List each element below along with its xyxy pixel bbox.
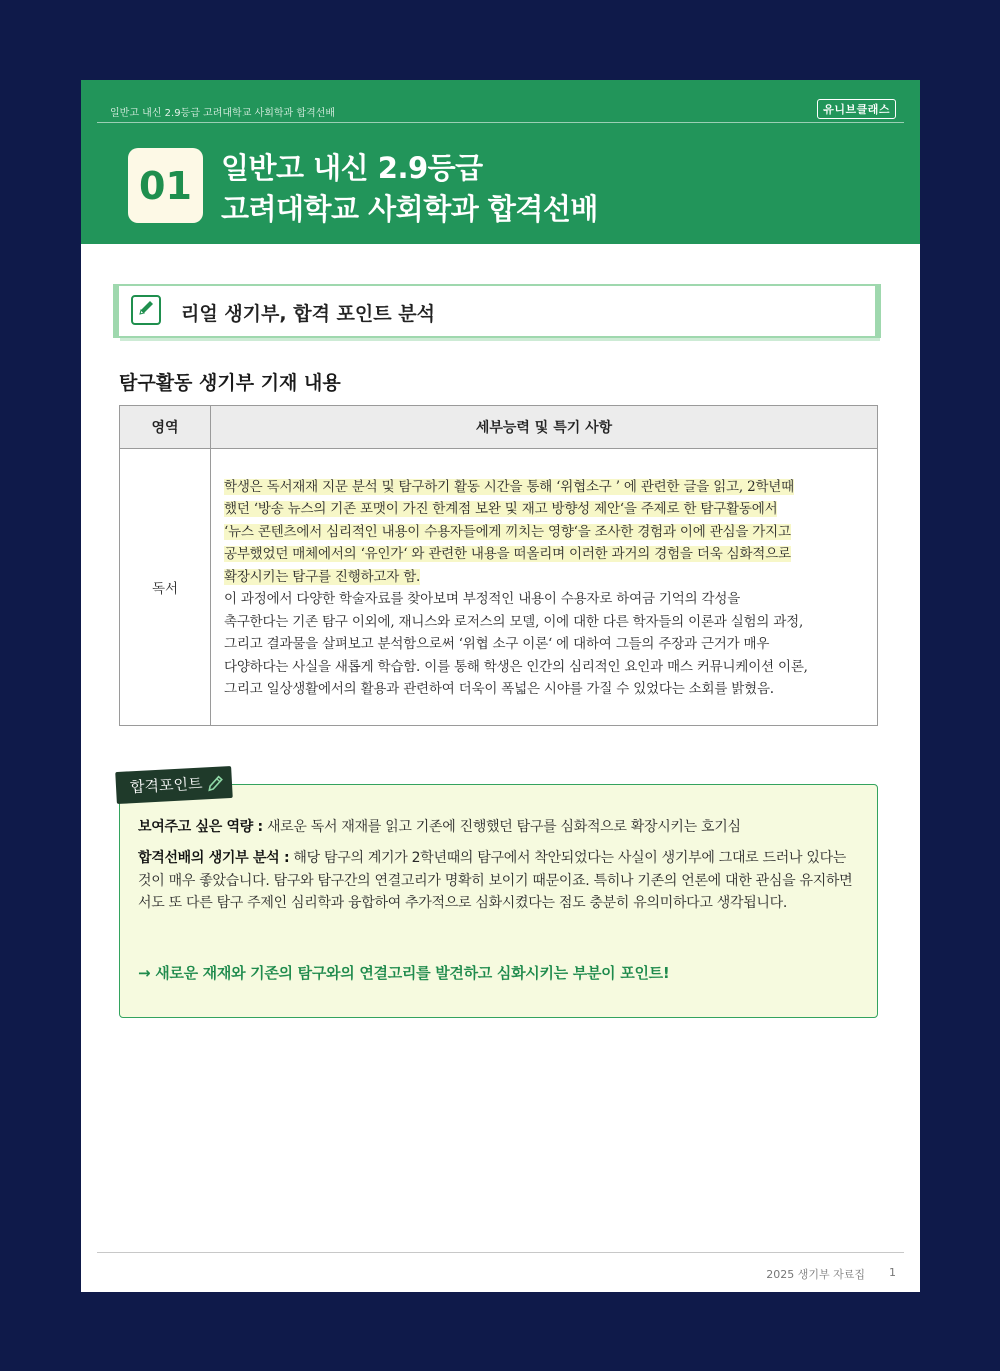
- brand-logo: 유니브클래스: [817, 99, 896, 119]
- analysis-body: 해당 탐구의 계기가 2학년때의 탐구에서 착안되었다는 사실이 생기부에 그대로 드러나 있다는 것이 매우 좋았습니다. 탐구와 탐구간의 연결고리가 명확히 보이기 때문이죠. 특히나 기존의 언론에 대한 관심을 유지하면서도 또 다른 탐구 주제인 심리학과 융합하여 추가적으로 심화시켰다는 점도 충분히 유의미하다고 생각됩니다.: [138, 850, 853, 911]
- conclusion-text: → 새로운 재재와 기존의 탐구와의 연결고리를 발견하고 심화시키는 부분이 포인트!: [138, 964, 670, 982]
- text-line: 촉구한다는 기존 탐구 이외에, 재니스와 로저스의 모델, 이에 대한 다른 학자들의 이론과 실험의 과정,: [224, 613, 804, 630]
- text-line: 다양하다는 사실을 새롭게 학습함. 이를 통해 학생은 인간의 심리적인 요인과 매스 커뮤니케이션 이론,: [224, 658, 808, 675]
- highlighted-line: 했던 ‘방송 뉴스의 기존 포맷이 가진 한계점 보완 및 재고 방향성 제안‘을 주제로 한 탐구활동에서: [224, 501, 778, 517]
- competency-body: 새로운 독서 재재를 읽고 기존에 진행했던 탐구를 심화적으로 확장시키는 호기심: [262, 819, 741, 835]
- table-row: [120, 449, 878, 726]
- competency-label: 보여주고 싶은 역량 :: [138, 819, 263, 835]
- section-header: [117, 284, 877, 338]
- column-header-detail: 세부능력 및 특기 사항: [211, 406, 878, 449]
- page-title-line1: 일반고 내신 2.9등급: [221, 151, 483, 185]
- analysis-label: 합격선배의 생기부 분석 :: [138, 850, 290, 866]
- pencil-icon: [206, 772, 227, 793]
- document-page: [81, 80, 920, 1292]
- section-title: 리얼 생기부, 합격 포인트 분석: [181, 303, 435, 325]
- footer-doc-name: 2025 생기부 자료집: [766, 1268, 865, 1281]
- table-header-row: [120, 406, 878, 449]
- record-title: 탐구활동 생기부 기재 내용: [119, 372, 341, 394]
- pass-point-label: 합격포인트: [129, 774, 203, 797]
- header-banner: [81, 80, 920, 244]
- text-line: 그리고 결과물을 살펴보고 분석함으로써 ‘위협 소구 이론‘ 에 대하여 그들의 주장과 근거가 매우: [224, 636, 770, 652]
- page-title-line2: 고려대학교 사회학과 합격선배: [221, 192, 598, 226]
- highlighted-line: 확장시키는 탐구를 진행하고자 함.: [224, 568, 421, 585]
- text-line: 이 과정에서 다양한 학술자료를 찾아보며 부정적인 내용이 수용자로 하여금 기억의 각성을: [224, 591, 741, 607]
- breadcrumb: 일반고 내신 2.9등급 고려대학교 사회학과 합격선배: [110, 108, 335, 119]
- detail-cell: [211, 449, 878, 726]
- competency-text: [138, 816, 858, 839]
- pencil-note-icon: [131, 295, 161, 325]
- highlighted-line: 학생은 독서재재 지문 분석 및 탐구하기 활동 시간을 통해 ‘위협소구 ’ 에 관련한 글을 읽고, 2학년때: [224, 478, 794, 495]
- highlighted-line: ‘뉴스 콘텐츠에서 심리적인 내용이 수용자들에게 끼치는 영향‘을 조사한 경험과 이에 관심을 가지고: [224, 523, 791, 540]
- page-number: 1: [889, 1266, 896, 1279]
- footer-divider: [97, 1252, 904, 1253]
- analysis-text: [138, 847, 858, 915]
- text-line: 그리고 일상생활에서의 활용과 관련하여 더욱이 폭넓은 시야를 가질 수 있었다는 소회를 밝혔음.: [224, 681, 774, 697]
- header-divider: [97, 122, 904, 123]
- area-cell: 독서: [120, 449, 211, 726]
- column-header-area: 영역: [120, 406, 211, 449]
- chapter-number: 01: [128, 148, 203, 223]
- highlighted-line: 공부했었던 매체에서의 ‘유인가‘ 와 관련한 내용을 떠올리며 이러한 과거의 경험을 더욱 심화적으로: [224, 546, 791, 562]
- record-table: [119, 405, 878, 726]
- pass-point-tag: [115, 766, 233, 804]
